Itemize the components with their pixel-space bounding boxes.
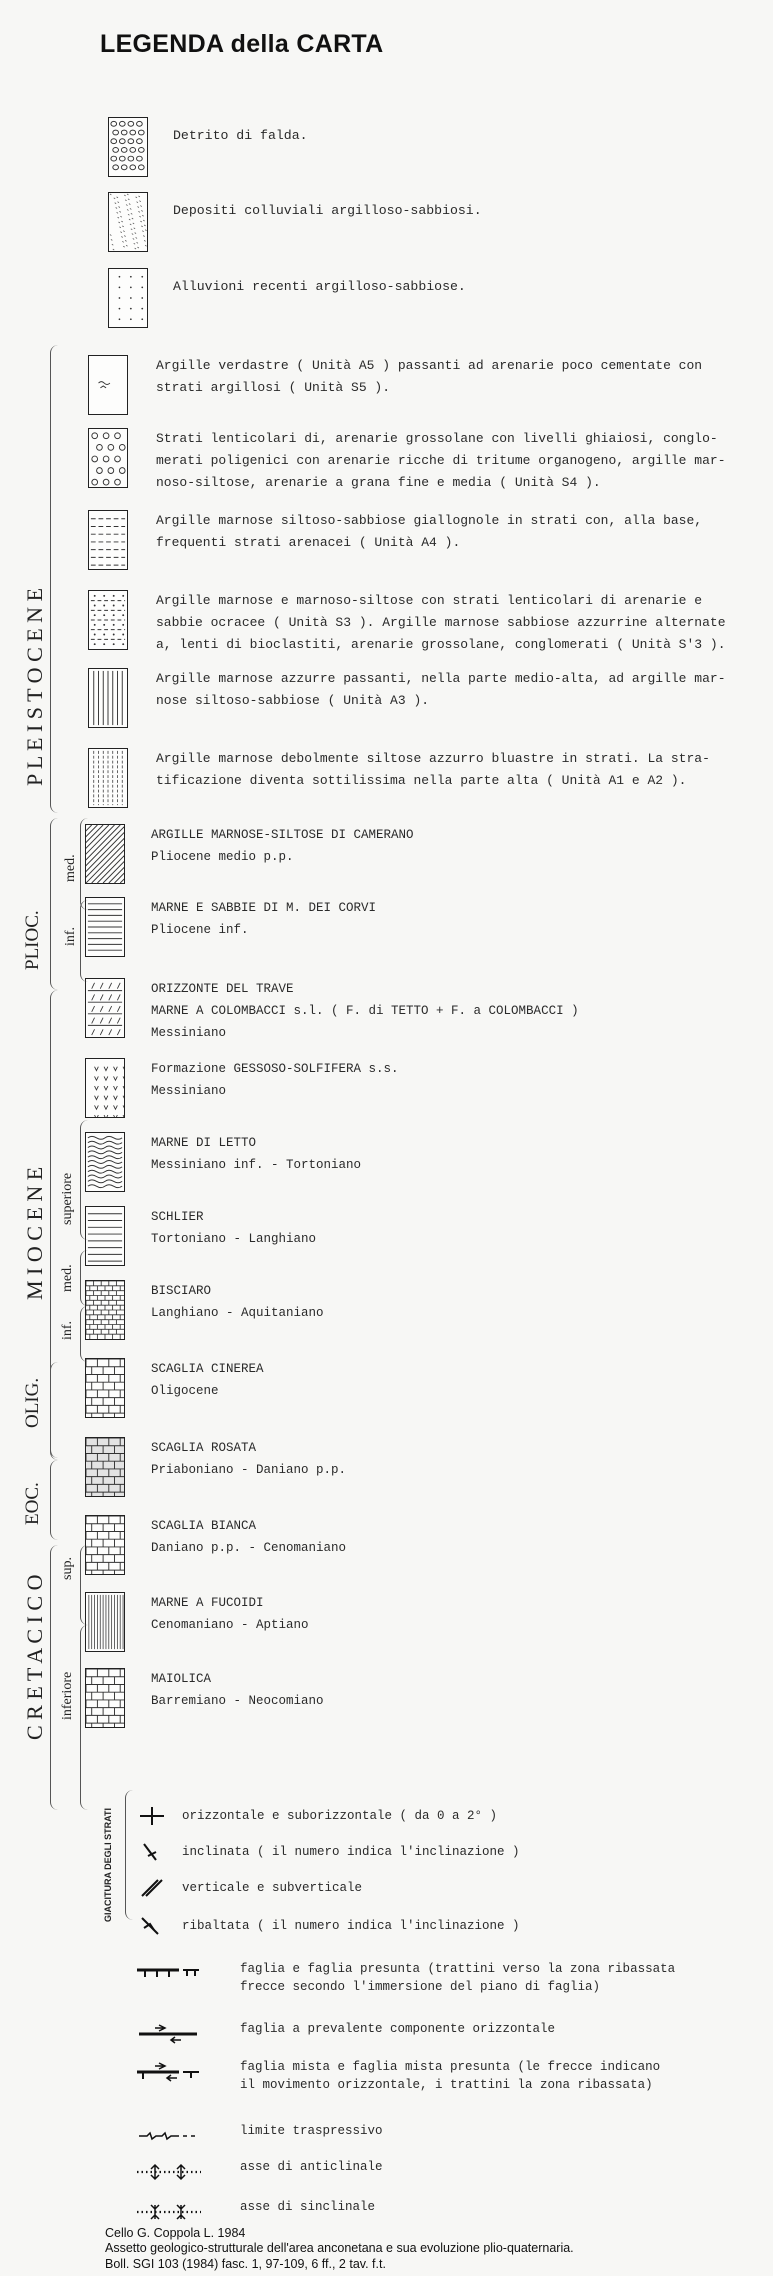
unit-item (88, 510, 768, 580)
unit-line: MARNE A COLOMBACCI s.l. ( F. di TETTO + F. a COLOMBACCI ) (151, 1004, 579, 1018)
epoch-pleistocene-label: P L E I S T O C E N E (22, 587, 47, 786)
unit-item (85, 1280, 765, 1350)
unit-description (156, 748, 710, 792)
epoch-oligocene-label: OLIG. (22, 1377, 43, 1428)
cretacico-inferiore-label: inferiore (60, 1671, 75, 1720)
pliocene-inferiore-label: inf. (63, 926, 78, 946)
structure-line: frecce secondo l'immersione del piano di faglia) (240, 1980, 601, 1994)
unit-description (151, 1358, 264, 1402)
unit-description (151, 897, 376, 941)
unit-line: MARNE DI LETTO (151, 1136, 257, 1150)
unit-swatch-14 (85, 1358, 125, 1418)
section-bracket (80, 1306, 89, 1362)
giacitura-heading: GIACITURA DEGLI STRATI (103, 1808, 113, 1922)
section-bracket (50, 1362, 59, 1458)
structure-line: asse di anticlinale (240, 2160, 383, 2174)
quaternary-item (108, 192, 708, 262)
unit-line: Strati lenticolari di, arenarie grossolane con livelli ghiaiosi, conglo- (156, 431, 718, 446)
unit-swatch-2 (88, 428, 128, 488)
unit-line: Messiniano (151, 1026, 227, 1040)
unit-swatch-5 (88, 668, 128, 728)
fault-symbol-icon (135, 1962, 205, 1986)
unit-line: ORIZZONTE DEL TRAVE (151, 982, 294, 996)
unit-description (156, 428, 726, 494)
structure-line: faglia mista e faglia mista presunta (le frecce indicano (240, 2060, 661, 2074)
unit-description (151, 1668, 324, 1712)
unit-item (85, 1132, 765, 1202)
citation-line: Assetto geologico-strutturale dell'area anconetana e sua evoluzione plio-quaternaria. (105, 2241, 574, 2255)
unit-item (85, 1668, 765, 1738)
unit-line: Messiniano inf. - Tortoniano (151, 1158, 362, 1172)
syncline-axis-symbol-icon (135, 2200, 205, 2224)
horizontal-strata-icon (130, 1804, 174, 1828)
structure-line: limite traspressivo (240, 2124, 383, 2138)
unit-item (88, 668, 768, 738)
unit-item (88, 590, 768, 660)
unit-swatch-1 (88, 355, 128, 415)
epoch-pliocene-label: PLIOC. (22, 910, 43, 970)
unit-line: nose siltoso-sabbiose ( Unità A3 ). (156, 693, 430, 708)
unit-line: Pliocene inf. (151, 923, 249, 937)
unit-description (156, 668, 726, 712)
unit-description (151, 1206, 316, 1250)
unit-item (88, 748, 768, 818)
unit-swatch-13 (85, 1280, 125, 1340)
structure-line: il movimento orizzontale, i trattini la zona ribassata) (240, 2078, 653, 2092)
quaternary-description (173, 125, 308, 147)
miocene-superiore-label: superiore (60, 1172, 75, 1225)
quaternary-item (108, 117, 708, 187)
structure-description (240, 2158, 383, 2176)
unit-item (85, 1592, 765, 1662)
unit-line: Pliocene medio p.p. (151, 850, 294, 864)
unit-swatch-16 (85, 1515, 125, 1575)
unit-description (151, 978, 579, 1044)
unit-line: noso-siltose, arenarie a grana fine e media ( Unità S4 ). (156, 475, 601, 490)
unit-item (85, 824, 765, 894)
unit-swatch-15 (85, 1437, 125, 1497)
unit-line: Oligocene (151, 1384, 219, 1398)
unit-swatch-3 (88, 510, 128, 570)
unit-line: MARNE A FUCOIDI (151, 1596, 264, 1610)
structure-line: faglia a prevalente componente orizzontale (240, 2022, 556, 2036)
unit-swatch-6 (88, 748, 128, 808)
unit-line: MAIOLICA (151, 1672, 212, 1686)
pliocene-medio-label: med. (63, 854, 78, 882)
structure-description (240, 2122, 383, 2140)
colluvial-pattern-swatch (108, 192, 148, 252)
unit-description (151, 1132, 361, 1176)
structure-line: faglia e faglia presunta (trattini verso la zona ribassata (240, 1962, 676, 1976)
inclined-strata-icon (130, 1840, 174, 1864)
structure-description (240, 2198, 375, 2216)
unit-description (151, 824, 414, 868)
quaternary-description (173, 276, 466, 298)
unit-line: sabbie ocracee ( Unità S3 ). Argille marnose sabbiose azzurrine alternate (156, 615, 726, 630)
quaternary-line: Detrito di falda. (173, 128, 308, 143)
unit-swatch-10 (85, 1058, 125, 1118)
unit-swatch-11 (85, 1132, 125, 1192)
miocene-inferiore-label: inf. (60, 1320, 75, 1340)
unit-swatch-8 (85, 897, 125, 957)
unit-line: frequenti strati arenacei ( Unità A4 ). (156, 535, 461, 550)
section-bracket (80, 1625, 89, 1810)
section-bracket (50, 345, 59, 813)
giacitura-description: inclinata ( il numero indica l'inclinazione ) (182, 1845, 520, 1859)
unit-line: Argille marnose debolmente siltose azzurro bluastre in strati. La stra- (156, 751, 710, 766)
alluvial-pattern-swatch (108, 268, 148, 328)
cretacico-superiore-label: sup. (60, 1557, 75, 1580)
section-bracket (80, 1120, 89, 1240)
transpressive-limit-symbol-icon (135, 2124, 205, 2148)
epoch-miocene-label: M I O C E N E (22, 1166, 47, 1300)
section-bracket (80, 1250, 89, 1306)
unit-line: BISCIARO (151, 1284, 212, 1298)
structure-line: asse di sinclinale (240, 2200, 376, 2214)
section-bracket (50, 1460, 59, 1540)
unit-description (151, 1592, 309, 1636)
section-bracket (50, 1545, 59, 1810)
unit-item (88, 355, 768, 425)
unit-line: SCAGLIA ROSATA (151, 1441, 257, 1455)
unit-line: MARNE E SABBIE DI M. DEI CORVI (151, 901, 377, 915)
unit-swatch-12 (85, 1206, 125, 1266)
section-bracket (50, 818, 59, 990)
page-title: LEGENDA della CARTA (100, 30, 384, 58)
unit-item (85, 897, 765, 967)
structure-description (240, 1960, 675, 1996)
unit-description (151, 1280, 324, 1324)
unit-line: tificazione diventa sottilissima nella parte alta ( Unità A1 e A2 ). (156, 773, 687, 788)
unit-line: strati argillosi ( Unità S5 ). (156, 380, 391, 395)
unit-line: Priaboniano - Daniano p.p. (151, 1463, 347, 1477)
anticline-axis-symbol-icon (135, 2160, 205, 2184)
unit-line: a, lenti di bioclastiti, arenarie grossolane, conglomerati ( Unità S'3 ). (156, 637, 726, 652)
giacitura-description: orizzontale e suborizzontale ( da 0 a 2° ) (182, 1809, 498, 1823)
quaternary-description (173, 200, 482, 222)
unit-line: Cenomaniano - Aptiano (151, 1618, 309, 1632)
strike-slip-fault-symbol-icon (135, 2022, 205, 2046)
section-bracket (80, 900, 89, 982)
unit-line: merati poligenici con arenarie ricche di tritume organogeno, argille mar- (156, 453, 726, 468)
scree-pattern-swatch (108, 117, 148, 177)
unit-item (85, 1058, 765, 1128)
unit-description (156, 355, 702, 399)
oblique-fault-symbol-icon (135, 2060, 205, 2084)
giacitura-description: verticale e subverticale (182, 1881, 363, 1895)
unit-description (151, 1437, 346, 1481)
unit-line: Messiniano (151, 1084, 227, 1098)
unit-swatch-7 (85, 824, 125, 884)
unit-line: Tortoniano - Langhiano (151, 1232, 317, 1246)
unit-description (151, 1058, 399, 1102)
structure-description (240, 2058, 660, 2094)
unit-swatch-4 (88, 590, 128, 650)
citation-line: Boll. SGI 103 (1984) fasc. 1, 97-109, 6 ff., 2 tav. f.t. (105, 2257, 386, 2271)
unit-swatch-17 (85, 1592, 125, 1652)
unit-item (85, 978, 765, 1048)
unit-line: Argille verdastre ( Unità A5 ) passanti ad arenarie poco cementate con (156, 358, 703, 373)
miocene-medio-label: med. (60, 1264, 75, 1292)
quaternary-line: Depositi colluviali argilloso-sabbiosi. (173, 203, 482, 218)
structure-description (240, 2020, 555, 2038)
unit-line: Formazione GESSOSO-SOLFIFERA s.s. (151, 1062, 399, 1076)
epoch-eocene-label: EOC. (22, 1482, 43, 1525)
unit-swatch-9 (85, 978, 125, 1038)
section-bracket (80, 818, 89, 910)
unit-line: SCHLIER (151, 1210, 204, 1224)
unit-line: Argille marnose siltoso-sabbiose giallognole in strati con, alla base, (156, 513, 703, 528)
unit-line: SCAGLIA CINEREA (151, 1362, 264, 1376)
unit-line: Argille marnose azzurre passanti, nella parte medio-alta, ad argille mar- (156, 671, 726, 686)
unit-line: Daniano p.p. - Cenomaniano (151, 1541, 347, 1555)
quaternary-item (108, 268, 708, 338)
giacitura-description: ribaltata ( il numero indica l'inclinazione ) (182, 1919, 520, 1933)
unit-item (85, 1515, 765, 1585)
unit-item (85, 1358, 765, 1428)
epoch-cretacico-label: C R E T A C I C O (22, 1574, 47, 1740)
unit-item (85, 1206, 765, 1276)
quaternary-line: Alluvioni recenti argilloso-sabbiose. (173, 279, 466, 294)
overturned-strata-icon (130, 1914, 174, 1938)
unit-description (151, 1515, 346, 1559)
unit-line: Argille marnose e marnoso-siltose con strati lenticolari di arenarie e (156, 593, 703, 608)
unit-line: SCAGLIA BIANCA (151, 1519, 257, 1533)
unit-line: Barremiano - Neocomiano (151, 1694, 324, 1708)
unit-description (156, 590, 726, 656)
citation-line: Cello G. Coppola L. 1984 (105, 2226, 246, 2240)
section-bracket (80, 1545, 89, 1625)
unit-swatch-18 (85, 1668, 125, 1728)
unit-line: Langhiano - Aquitaniano (151, 1306, 324, 1320)
unit-line: ARGILLE MARNOSE-SILTOSE DI CAMERANO (151, 828, 414, 842)
vertical-strata-icon (130, 1876, 174, 1900)
unit-item (85, 1437, 765, 1507)
unit-description (156, 510, 702, 554)
unit-item (88, 428, 768, 498)
